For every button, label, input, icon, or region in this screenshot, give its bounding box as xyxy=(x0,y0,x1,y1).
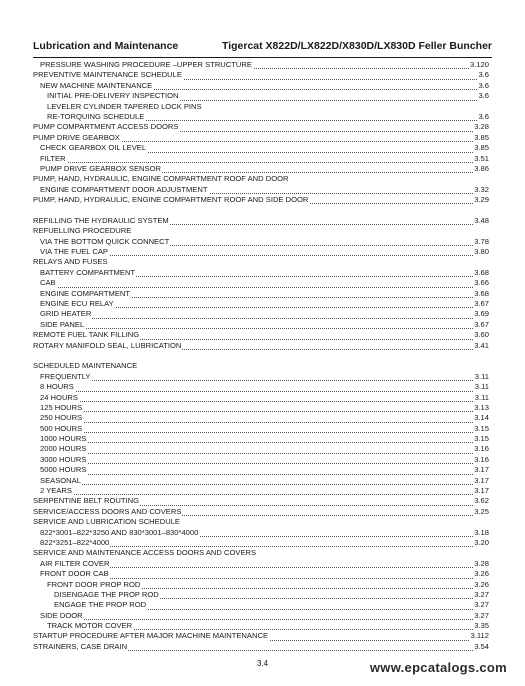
header-divider xyxy=(33,57,492,58)
toc-entry-title: CHECK GEARBOX OIL LEVEL xyxy=(40,143,147,153)
toc-leader-dots xyxy=(40,154,489,163)
toc-entry-page: 3.85 xyxy=(474,143,489,153)
toc-entry-title: VIA THE FUEL CAP xyxy=(40,247,108,257)
toc-leader-dots xyxy=(40,309,489,318)
page-header xyxy=(33,40,492,56)
toc-entry[interactable] xyxy=(33,455,489,465)
toc-entry-page: 3.80 xyxy=(474,247,489,257)
toc-entry-page: 3.67 xyxy=(474,298,489,308)
toc-entry-page: 3.85 xyxy=(474,132,489,142)
toc-entry[interactable] xyxy=(33,424,489,434)
section-title: Lubrication and Maintenance xyxy=(33,40,179,52)
toc-entry[interactable] xyxy=(33,611,489,621)
toc-entry-page: 3.17 xyxy=(474,486,489,496)
toc-entry-page: 3.62 xyxy=(474,496,489,506)
toc-entry-page: 3.35 xyxy=(474,621,489,631)
toc-entry[interactable] xyxy=(33,569,489,579)
toc-entry-page: 3.67 xyxy=(474,319,489,329)
toc-entry-page: 3.6 xyxy=(478,80,489,90)
toc-entry[interactable] xyxy=(33,216,489,226)
toc-entry-title: ENGINE ECU RELAY xyxy=(40,298,114,308)
toc-entry[interactable] xyxy=(33,642,489,652)
toc-leader-dots xyxy=(40,476,489,485)
toc-entry[interactable] xyxy=(33,289,489,299)
toc-entry-title: ENGINE COMPARTMENT xyxy=(40,288,131,298)
toc-leader-dots xyxy=(40,424,489,433)
toc-entry[interactable] xyxy=(33,195,489,205)
toc-entry[interactable] xyxy=(33,600,489,610)
toc-entry[interactable] xyxy=(33,517,489,527)
toc-entry[interactable] xyxy=(33,341,489,351)
manual-title: Tigercat X822D/LX822D/X830D/LX830D Feller Buncher xyxy=(221,40,492,52)
toc-entry[interactable] xyxy=(33,112,489,122)
toc-entry[interactable] xyxy=(33,185,489,195)
toc-entry-page: 3.26 xyxy=(474,579,489,589)
toc-entry-title: STARTUP PROCEDURE AFTER MAJOR MACHINE MAINTENANCE xyxy=(33,631,269,641)
toc-entry-page: 3.13 xyxy=(474,402,489,412)
toc-entry-page: 3.68 xyxy=(474,267,489,277)
toc-entry-title: GRID HEATER xyxy=(40,309,92,319)
toc-entry-page: 3.28 xyxy=(474,122,489,132)
toc-entry-title: 8 HOURS xyxy=(40,382,74,392)
toc-entry[interactable] xyxy=(33,361,489,371)
toc-entry[interactable] xyxy=(33,257,489,267)
toc-leader-dots xyxy=(40,444,489,453)
toc-spacer xyxy=(33,205,489,215)
toc-entry-title: PUMP DRIVE GEARBOX xyxy=(33,132,120,142)
toc-entry-page: 3.11 xyxy=(474,392,489,402)
toc-entry-title: SIDE DOOR xyxy=(40,610,83,620)
toc-entry[interactable] xyxy=(33,122,489,132)
toc-leader-dots xyxy=(40,486,489,495)
toc-entry-title: AIR FILTER COVER xyxy=(40,558,110,568)
toc-leader-dots xyxy=(40,465,489,474)
toc-entry-title: FRONT DOOR PROP ROD xyxy=(47,579,141,589)
toc-entry-title: LEVELER CYLINDER TAPERED LOCK PINS xyxy=(47,101,202,111)
toc-entry[interactable] xyxy=(33,403,489,413)
toc-entry[interactable] xyxy=(33,309,489,319)
watermark: www.epcatalogs.com xyxy=(369,660,507,675)
toc-entry-page: 3.27 xyxy=(474,610,489,620)
toc-entry-page: 3.51 xyxy=(474,153,489,163)
toc-entry[interactable] xyxy=(33,133,489,143)
toc-entry-page: 3.25 xyxy=(474,506,489,516)
toc-entry-title: SERVICE AND MAINTENANCE ACCESS DOORS AND COVERS xyxy=(33,548,257,558)
table-of-contents xyxy=(33,60,489,652)
toc-entry[interactable] xyxy=(33,91,489,101)
toc-entry-page: 3.29 xyxy=(474,195,489,205)
toc-entry-title: PUMP, HAND, HYDRAULIC, ENGINE COMPARTMENT ROOF AND DOOR xyxy=(33,174,289,184)
toc-leader-dots xyxy=(40,372,489,381)
toc-entry-page: 3.78 xyxy=(474,236,489,246)
toc-entry-title: SIDE PANEL xyxy=(40,319,85,329)
toc-entry-title: ENGAGE THE PROP ROD xyxy=(54,600,147,610)
toc-entry-title: 250 HOURS xyxy=(40,413,83,423)
toc-entry-page: 3.14 xyxy=(474,413,489,423)
toc-entry-title: REMOTE FUEL TANK FILLING xyxy=(33,330,140,340)
toc-entry-title: FREQUENTLY xyxy=(40,371,91,381)
toc-entry[interactable] xyxy=(33,393,489,403)
toc-entry-title: 822*3001–822*3250 AND 830*3001–830*4000 xyxy=(40,527,199,537)
toc-entry[interactable] xyxy=(33,559,489,569)
toc-entry-page: 3.32 xyxy=(474,184,489,194)
toc-entry-title: RELAYS AND FUSES xyxy=(33,257,108,267)
toc-entry-title: SEASONAL xyxy=(40,475,81,485)
toc-entry-title: REFUELLING PROCEDURE xyxy=(33,226,132,236)
toc-entry-title: DISENGAGE THE PROP ROD xyxy=(54,589,159,599)
page-number: 3.4 xyxy=(256,659,269,668)
toc-entry-title: NEW MACHINE MAINTENANCE xyxy=(40,80,153,90)
toc-entry-page: 3.16 xyxy=(474,444,489,454)
toc-entry[interactable] xyxy=(33,486,489,496)
toc-entry-page: 3.18 xyxy=(474,527,489,537)
toc-entry[interactable] xyxy=(33,444,489,454)
toc-entry[interactable] xyxy=(33,496,489,506)
toc-entry-page: 3.54 xyxy=(474,641,489,651)
toc-entry[interactable] xyxy=(33,590,489,600)
toc-entry-title: PRESSURE WASHING PROCEDURE –UPPER STRUCTURE xyxy=(40,60,252,69)
toc-entry[interactable] xyxy=(33,621,489,631)
toc-entry-title: PUMP DRIVE GEARBOX SENSOR xyxy=(40,163,161,173)
toc-entry-page: 3.16 xyxy=(474,454,489,464)
toc-leader-dots xyxy=(40,393,489,402)
toc-entry-page: 3.27 xyxy=(474,600,489,610)
toc-entry-title: CAB xyxy=(40,278,56,288)
toc-entry-title: 2 YEARS xyxy=(40,486,72,496)
toc-entry[interactable] xyxy=(33,226,489,236)
toc-entry[interactable] xyxy=(33,476,489,486)
toc-entry[interactable] xyxy=(33,70,489,80)
toc-entry-page: 3.17 xyxy=(474,465,489,475)
toc-entry-page: 3.68 xyxy=(474,288,489,298)
toc-entry[interactable] xyxy=(33,528,489,538)
toc-entry-title: SERPENTINE BELT ROUTING xyxy=(33,496,140,506)
toc-entry-page: 3.6 xyxy=(478,70,489,80)
toc-entry[interactable] xyxy=(33,320,489,330)
toc-entry-page: 3.41 xyxy=(474,340,489,350)
toc-entry-page: 3.66 xyxy=(474,278,489,288)
toc-entry-title: ENGINE COMPARTMENT DOOR ADJUSTMENT xyxy=(40,184,208,194)
toc-entry-title: REFILLING THE HYDRAULIC SYSTEM xyxy=(33,215,169,225)
toc-entry-title: SERVICE/ACCESS DOORS AND COVERS xyxy=(33,506,182,516)
toc-entry-page: 3.48 xyxy=(474,215,489,225)
toc-entry-title: SCHEDULED MAINTENANCE xyxy=(33,361,138,371)
toc-leader-dots xyxy=(40,413,489,422)
toc-leader-dots xyxy=(40,382,489,391)
toc-entry[interactable] xyxy=(33,278,489,288)
toc-entry[interactable] xyxy=(33,102,489,112)
toc-entry[interactable] xyxy=(33,548,489,558)
toc-entry[interactable] xyxy=(33,372,489,382)
toc-entry[interactable] xyxy=(33,81,489,91)
toc-leader-dots xyxy=(40,320,489,329)
toc-entry-title: 500 HOURS xyxy=(40,423,83,433)
toc-entry[interactable] xyxy=(33,60,489,70)
toc-entry-page: 3.15 xyxy=(474,423,489,433)
toc-entry[interactable] xyxy=(33,580,489,590)
toc-entry-title: 5000 HOURS xyxy=(40,465,87,475)
toc-entry[interactable] xyxy=(33,299,489,309)
toc-entry[interactable] xyxy=(33,174,489,184)
toc-entry[interactable] xyxy=(33,164,489,174)
toc-entry-title: PUMP, HAND, HYDRAULIC, ENGINE COMPARTMENT ROOF AND SIDE DOOR xyxy=(33,195,309,205)
toc-entry-title: BATTERY COMPARTMENT xyxy=(40,267,136,277)
toc-entry-page: 3.60 xyxy=(474,330,489,340)
toc-entry-page: 3.69 xyxy=(474,309,489,319)
toc-spacer xyxy=(33,351,489,361)
toc-entry-title: 2000 HOURS xyxy=(40,444,87,454)
toc-entry-title: FRONT DOOR CAB xyxy=(40,569,109,579)
toc-entry-title: PREVENTIVE MAINTENANCE SCHEDULE xyxy=(33,70,182,80)
toc-entry-page: 3.28 xyxy=(474,558,489,568)
toc-entry-page: 3.15 xyxy=(474,434,489,444)
toc-entry[interactable] xyxy=(33,268,489,278)
toc-entry-title: FILTER xyxy=(40,153,66,163)
toc-entry[interactable] xyxy=(33,507,489,517)
toc-leader-dots xyxy=(40,611,489,620)
toc-leader-dots xyxy=(40,278,489,287)
toc-entry[interactable] xyxy=(33,382,489,392)
toc-leader-dots xyxy=(40,455,489,464)
toc-entry-title: 3000 HOURS xyxy=(40,454,87,464)
toc-entry-title: 822*3251–822*4000 xyxy=(40,537,110,547)
toc-entry-page: 3.112 xyxy=(470,631,489,641)
toc-leader-dots xyxy=(40,434,489,443)
toc-entry-page: 3.86 xyxy=(474,163,489,173)
toc-entry-title: STRAINERS, CASE DRAIN xyxy=(33,641,128,651)
toc-entry-page: 3.6 xyxy=(478,91,489,101)
toc-entry-title: RE-TORQUING SCHEDULE xyxy=(47,111,145,121)
toc-entry-page: 3.27 xyxy=(474,589,489,599)
toc-entry-title: INITIAL PRE-DELIVERY INSPECTION xyxy=(47,91,179,101)
toc-entry-title: VIA THE BOTTOM QUICK CONNECT xyxy=(40,236,170,246)
toc-leader-dots xyxy=(40,403,489,412)
toc-entry[interactable] xyxy=(33,413,489,423)
toc-entry-page: 3.120 xyxy=(469,60,489,69)
toc-entry[interactable] xyxy=(33,631,489,641)
toc-entry-page: 3.20 xyxy=(474,537,489,547)
toc-entry-page: 3.6 xyxy=(478,111,489,121)
toc-entry-page: 3.26 xyxy=(474,569,489,579)
toc-entry[interactable] xyxy=(33,247,489,257)
toc-entry-title: TRACK MOTOR COVER xyxy=(47,621,133,631)
toc-entry-page: 3.11 xyxy=(474,371,489,381)
toc-entry-title: ROTARY MANIFOLD SEAL, LUBRICATION xyxy=(33,340,182,350)
toc-entry[interactable] xyxy=(33,237,489,247)
toc-entry[interactable] xyxy=(33,154,489,164)
toc-entry-page: 3.17 xyxy=(474,475,489,485)
toc-entry[interactable] xyxy=(33,465,489,475)
toc-entry[interactable] xyxy=(33,434,489,444)
toc-entry[interactable] xyxy=(33,330,489,340)
toc-entry-title: 24 HOURS xyxy=(40,392,78,402)
toc-entry-title: PUMP COMPARTMENT ACCESS DOORS xyxy=(33,122,179,132)
toc-entry-title: 1000 HOURS xyxy=(40,434,87,444)
toc-entry-title: SERVICE AND LUBRICATION SCHEDULE xyxy=(33,517,180,527)
toc-entry-title: 125 HOURS xyxy=(40,402,83,412)
toc-entry[interactable] xyxy=(33,143,489,153)
toc-entry[interactable] xyxy=(33,538,489,548)
toc-entry-page: 3.11 xyxy=(474,382,489,392)
